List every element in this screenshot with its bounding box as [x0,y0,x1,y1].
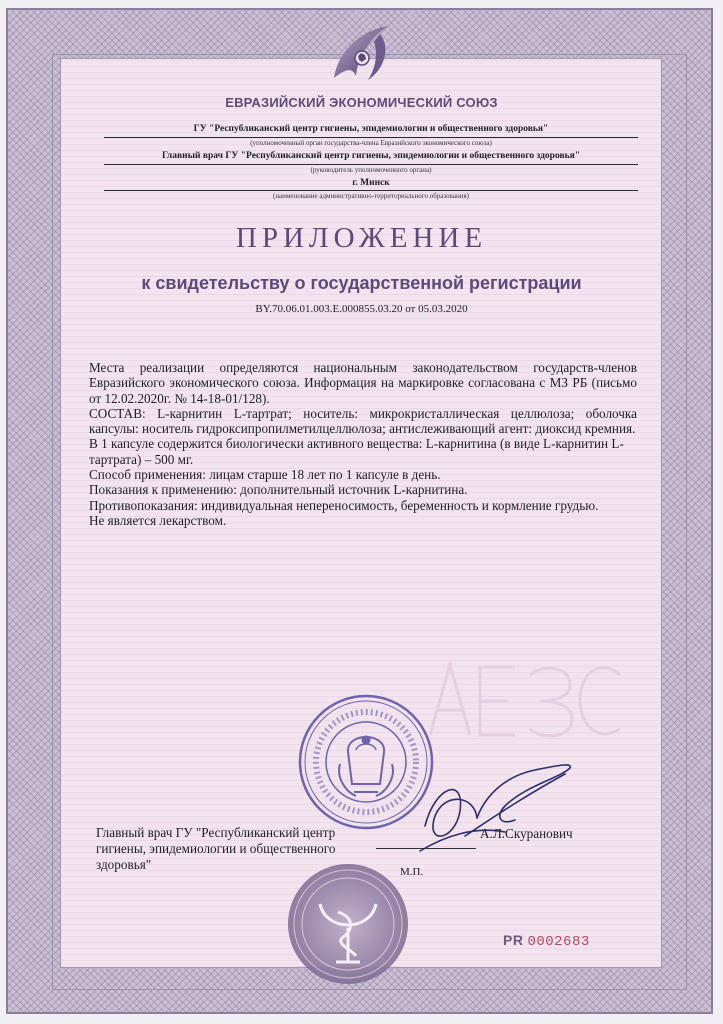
signer-name: А.Л.Скуранович [480,826,573,841]
authorized-organ-line [104,137,638,138]
organ-head-caption: (руководитель уполномоченного органа) [310,166,432,174]
body-paragraph-usage: Способ применения: лицам старше 18 лет по 1 капсуле в день. [89,467,441,483]
eaeu-watermark [420,655,620,750]
body-paragraph-sale: Места реализации определяются национальным законодательством государств-членов Евразийского экономического союза. Информация на маркировке согласована с МЗ РБ (письмо от 12.02.2020г. № 14-18-01/128). [89,360,637,406]
body-paragraph-indications: Показания к применению: дополнительный источник L-карнитина. [89,482,468,498]
signature-line [376,848,476,849]
document-title: ПРИЛОЖЕНИЕ [235,222,488,254]
organ-head-value: Главный врач ГУ "Республиканский центр гигиены, эпидемиологии и общественного здоровья" [161,151,581,161]
city-value: г. Минск [352,178,390,188]
document-body [89,360,637,528]
handwritten-signature [405,756,575,861]
document-subtitle: к свидетельству о государственной регистрации [141,273,582,293]
hologram-seal [286,862,410,991]
organ-head-line [104,164,638,165]
registration-number: BY.70.06.01.003.Е.000855.03.20 от 05.03.2020 [255,303,468,315]
body-paragraph-contraindications: Противопоказания: индивидуальная непереносимость, беременность и кормление грудью. [89,497,599,513]
city-line [104,190,638,191]
body-paragraph-not-medicine: Не является лекарством. [89,512,227,528]
authorized-organ-value: ГУ "Республиканский центр гигиены, эпидемиологии и общественного здоровья" [193,124,549,134]
signer-position: Главный врач ГУ "Республиканский центр гигиены, эпидемиологии и общественного здоровья" [96,825,336,872]
city-caption: (наименование административно-территориального образования) [272,192,469,200]
serial-digits: 0002683 [527,934,590,950]
authorized-organ-caption: (уполномоченный орган государства-члена Евразийского экономического союза) [250,139,492,147]
union-title: ЕВРАЗИЙСКИЙ ЭКОНОМИЧЕСКИЙ СОЮЗ [225,95,498,110]
serial-number [503,932,590,950]
body-paragraph-composition: СОСТАВ: L-карнитин L-тартрат; носитель: микрокристаллическая целлюлоза; оболочка капсулы: носитель гидроксипропилметилцеллюлоза; антислеживающий агент: диоксид кремния. [89,405,637,437]
stamp-place-label: М.П. [400,866,424,878]
serial-prefix: PR [503,932,524,948]
eaeu-logo [318,16,402,92]
body-paragraph-content: В 1 капсуле содержится биологически активного вещества: L-карнитина (в виде L-карнитин L-тартрата) – 500 мг. [89,436,624,467]
